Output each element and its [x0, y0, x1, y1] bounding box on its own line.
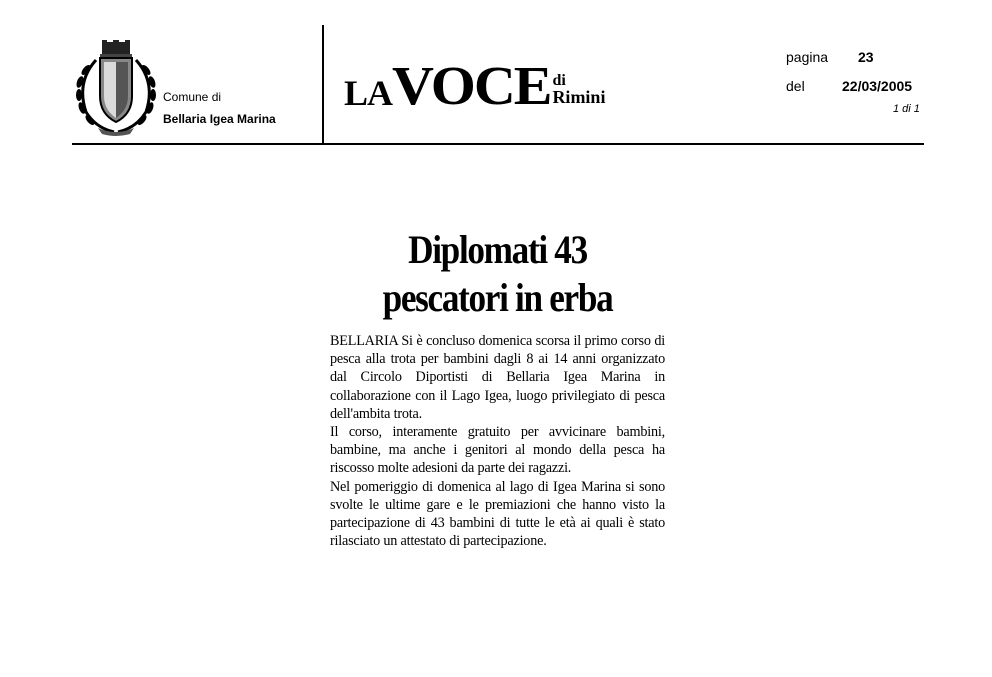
article-paragraph: Nel pomeriggio di domenica al lago di Igea Marina si sono svolte le ultime gare e le premiazioni che hanno visto la partecipazione di 43 bambini di tutte le età ai quali è stato rilasciato un attestato di partecipazione. [330, 478, 665, 550]
masthead-rimini: Rimini [552, 87, 606, 107]
clipping-header [0, 0, 992, 150]
paragraph-1-text: Si è concluso domenica scorsa il primo corso di pesca alla trota per bambini dagli 8 ai 14 anni organizzato dal Circolo Diportisti di Bellaria Igea Marina in collaborazione con il Lago Igea, luogo privilegiato di pesca dell'ambita trota. [330, 333, 665, 422]
masthead-voce: VOCE [392, 54, 551, 117]
article [330, 226, 665, 550]
headline-line-2: pescatori in erba [382, 275, 613, 320]
page-count: 1 di 1 [893, 103, 920, 115]
article-paragraph: Il corso, interamente gratuito per avvicinare bambini, bambine, ma anche i genitori al mondo della pesca ha riscosso molte adesioni da parte dei ragazzi. [330, 424, 665, 477]
header-vertical-divider [322, 25, 324, 143]
article-dateline: BELLARIA [330, 333, 398, 349]
masthead-di: di [552, 72, 566, 89]
article-body [330, 332, 665, 550]
article-headline [350, 226, 645, 322]
masthead-la: LA [344, 73, 393, 113]
pagina-value: 23 [858, 49, 874, 65]
headline-line-1: Diplomati 43 [408, 227, 587, 272]
newspaper-masthead-logo [344, 52, 606, 117]
date-label: del [786, 78, 805, 94]
pagina-label: pagina [786, 49, 829, 65]
comune-label: Comune di [163, 90, 222, 104]
article-paragraph [330, 332, 665, 423]
publication-date: 22/03/2005 [842, 78, 913, 94]
municipal-crest-icon [70, 38, 162, 138]
header-horizontal-rule [72, 143, 924, 145]
comune-name: Bellaria Igea Marina [163, 112, 276, 126]
